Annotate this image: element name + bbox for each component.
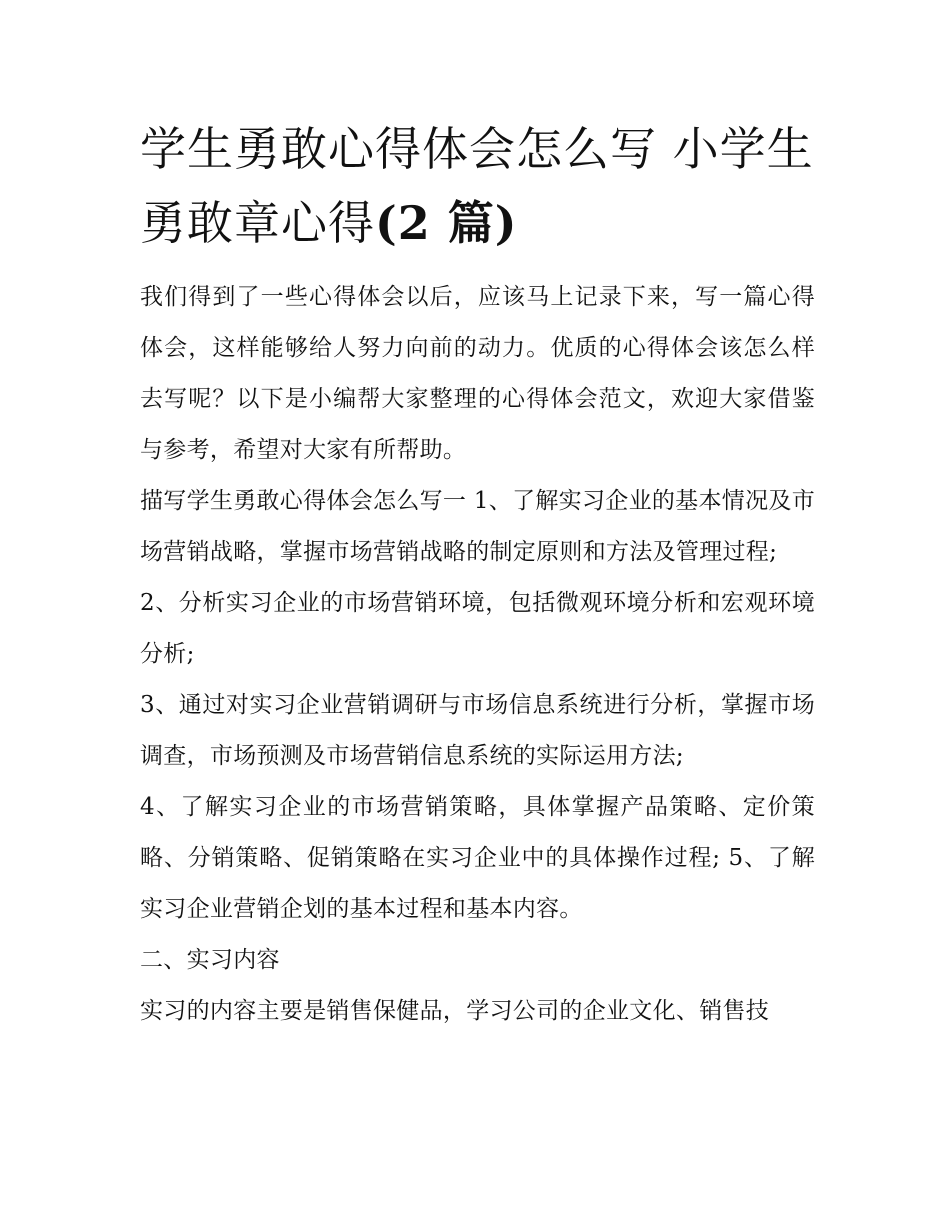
intro-paragraph: 我们得到了一些心得体会以后，应该马上记录下来，写一篇心得体会，这样能够给人努力向前的动力。优质的心得体会该怎么样去写呢？以下是小编帮大家整理的心得体会范文，欢迎大家借鉴与参考，希望对大家有所帮助。 (140, 284, 815, 463)
title-suffix-text: (2 篇) (375, 196, 518, 250)
content-paragraph: 实习的内容主要是销售保健品，学习公司的企业文化、销售技 (140, 998, 770, 1024)
title-main-text: 学生勇敢心得体会怎么写 小学生勇敢章心得 (140, 122, 814, 250)
objective-paragraph-3: 3、通过对实习企业营销调研与市场信息系统进行分析，掌握市场调查，市场预测及市场营销信息系统的实际运用方法; (140, 692, 815, 769)
document-body (140, 272, 815, 1037)
document-page (140, 112, 815, 1037)
objective-paragraph-4: 4、了解实习企业的市场营销策略，具体掌握产品策略、定价策略、分销策略、促销策略在实习企业中的具体操作过程; 5、了解实习企业营销企划的基本过程和基本内容。 (140, 794, 815, 922)
document-title (140, 112, 815, 260)
objective-paragraph-2: 2、分析实习企业的市场营销环境，包括微观环境分析和宏观环境分析; (140, 590, 815, 667)
objective-paragraph-1: 描写学生勇敢心得体会怎么写一 1、了解实习企业的基本情况及市场营销战略，掌握市场营销战略的制定原则和方法及管理过程; (140, 488, 815, 565)
section-heading: 二、实习内容 (140, 947, 280, 973)
